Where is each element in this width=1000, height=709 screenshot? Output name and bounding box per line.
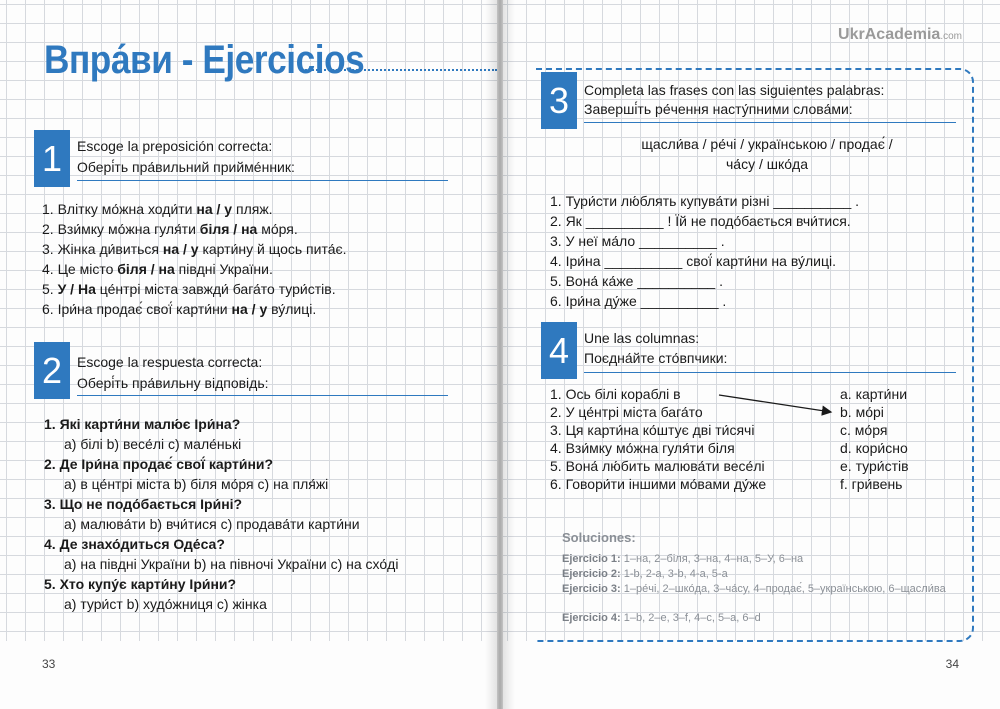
exercise-1-item [42,281,336,297]
solution-row [562,552,952,566]
exercise-2-question: 4. Де знахо́диться Оде́са? [44,536,225,552]
word-bank-line-1: щасли́ва / ре́чі / українською / продає́ / [641,136,893,152]
preposition-choice: на / у [196,201,233,217]
page-title: Впра́ви - Ejercicios [44,38,365,82]
item-text: 2. Взи́мку мо́жна гуля́ти [42,221,200,237]
preposition-choice: біля / на [117,261,175,277]
logo-academia: Academia [864,26,941,43]
book-gutter-shadow [485,0,515,709]
exercise-1-instruction-es: Escoge la preposición correcta: [77,138,273,154]
exercise-3-item: 5. Вона́ ка́же __________ . [550,273,723,289]
exercise-4-instruction-es: Une las columnas: [584,330,700,346]
exercise-4-left-item: 2. У це́нтрі міста бага́то [550,404,703,420]
exercise-4-right-item: d. кори́сно [840,440,908,456]
exercise-3-item: 4. Іри́на __________ свої́ карти́ни на ву́лиці. [550,253,836,269]
exercise-4-right-item: e. тури́стів [840,458,909,474]
exercise-4-instruction-uk: Поєдна́йте сто́впчики: [584,350,728,366]
exercise-4-underline [584,372,956,373]
page-number-right: 34 [945,657,959,671]
solution-label: Ejercicio 2: [562,568,621,580]
exercise-3-underline [584,122,956,123]
exercise-2-options: а) малюва́ти b) вчи́тися c) продава́ти карти́ни [64,516,360,532]
right-page [503,0,1000,709]
exercise-3-number-box: 3 [541,72,577,129]
exercise-1-underline [77,180,448,181]
solution-row [562,567,952,581]
exercise-4-right-item: a. карти́ни [840,386,908,402]
exercise-3-instruction-es: Completa las frases con las siguientes palabras: [584,82,885,98]
exercise-1-item [42,241,347,257]
exercise-1-instruction-uk: Обері́ть пра́вильний приймéнник: [77,159,295,175]
exercise-2-question: 2. Де Іри́на продає́ свої́ карти́ни? [44,456,274,472]
exercise-2-options: а) тури́ст b) худо́жниця c) жінка [64,596,267,612]
exercise-2-underline [77,395,448,396]
exercise-4-left-item: 1. Ось білі кораблі в [550,386,681,402]
example-match-arrow [713,388,853,424]
preposition-choice: на / у [162,241,199,257]
exercise-4-left-item: 5. Вона́ лю́бить малюва́ти весе́лі [550,458,765,474]
exercise-1-item [42,261,273,277]
exercise-2-options: а) на півдні України b) на півночі України c) на схо́ді [64,556,399,572]
exercise-4-left-item: 6. Говори́ти іншими мо́вами ду́же [550,476,767,492]
item-text: мо́ря. [257,221,298,237]
exercise-2-question: 3. Що не подо́бається Іри́ні? [44,496,243,512]
exercise-4-number-box: 4 [541,322,577,379]
page-number-left: 33 [42,657,56,671]
logo-com: .com [940,31,962,42]
word-bank-line-2: ча́су / шко́да [725,156,808,172]
title-dotted-line [305,69,497,71]
solution-label: Ejercicio 4: [562,612,621,624]
exercise-2-number-box: 2 [34,342,70,399]
exercise-2-question: 1. Які карти́ни малю́є Іри́на? [44,416,241,432]
exercise-4-right-item: b. мо́рі [840,404,884,420]
solution-row [562,582,952,596]
exercise-2-options: а) білі b) весе́лі c) мале́нькі [64,436,242,452]
item-text: 1. Влітку мо́жна ходи́ти [42,201,197,217]
solution-label: Ejercicio 1: [562,553,621,565]
preposition-choice: біля / на [199,221,258,237]
exercise-1-item [42,301,316,317]
exercise-1-number-box: 1 [34,130,70,187]
exercise-4-left-item: 4. Взи́мку мо́жна гуля́ти біля [550,440,735,456]
left-page-footer [0,641,497,709]
solution-answers: 1–ре́чі, 2–шко́да, 3–ча́су, 4–продає́, 5–українською, 6–щасли́ва [620,583,946,595]
exercise-3-item: 2. Як __________ ! Їй не подо́бається вчи́тися. [550,213,851,229]
exercise-3-item: 6. Іри́на ду́же __________ . [550,293,727,309]
ukracademia-logo [838,26,962,44]
exercise-1-item [42,221,298,237]
preposition-choice: на / у [231,301,268,317]
solution-label: Ejercicio 3: [562,583,621,595]
item-text: 4. Це місто [42,261,118,277]
exercise-2-instruction-uk: Обері́ть пра́вильну відповідь: [77,375,269,391]
item-text: ву́лиці. [267,301,317,317]
solution-answers: 1–на, 2–біля, 3–на, 4–на, 5–У, 6–на [620,553,804,565]
exercise-2-question: 5. Хто купу́є карти́ну Іри́ни? [44,576,237,592]
exercise-4-right-item: c. мо́ря [840,422,888,438]
solution-answers: 1–b, 2–e, 3–f, 4–c, 5–a, 6–d [620,612,761,624]
exercise-3-instruction-uk: Заверші́ть ре́чення насту́пними слова́ми: [584,101,853,117]
exercise-3-item: 3. У неї ма́ло __________ . [550,233,725,249]
solution-row [562,611,952,625]
exercise-4-left-item: 3. Ця карти́на ко́штує дві ти́сячі [550,422,755,438]
item-text: 6. Іри́на продає́ свої́ карти́ни [42,301,232,317]
word-bank [593,134,941,174]
item-text: карти́ну й щось пита́є. [198,241,347,257]
item-text: півдні України. [174,261,273,277]
item-text: 5. [42,281,58,297]
solution-answers: 1-b, 2-a, 3-b, 4-a, 5-a [620,568,728,580]
right-page-footer [503,641,1000,709]
item-text: це́нтрі міста завжди́ бага́то тури́стів. [95,281,336,297]
exercise-4-right-item: f. гри́вень [840,476,903,492]
logo-ukr: Ukr [838,26,865,43]
item-text: пляж. [232,201,273,217]
preposition-choice: У / На [57,281,96,297]
exercise-2-instruction-es: Escoge la respuesta correcta: [77,354,263,370]
item-text: 3. Жінка ди́виться [42,241,163,257]
exercise-3-item: 1. Тури́сти лю́блять купува́ти різні __________ . [550,193,860,209]
exercise-1-item [42,201,273,217]
left-page [0,0,497,709]
exercise-2-options: а) в це́нтрі міста b) біля мо́ря c) на пля́жі [64,476,329,492]
solutions-title: Soluciones: [562,530,636,545]
